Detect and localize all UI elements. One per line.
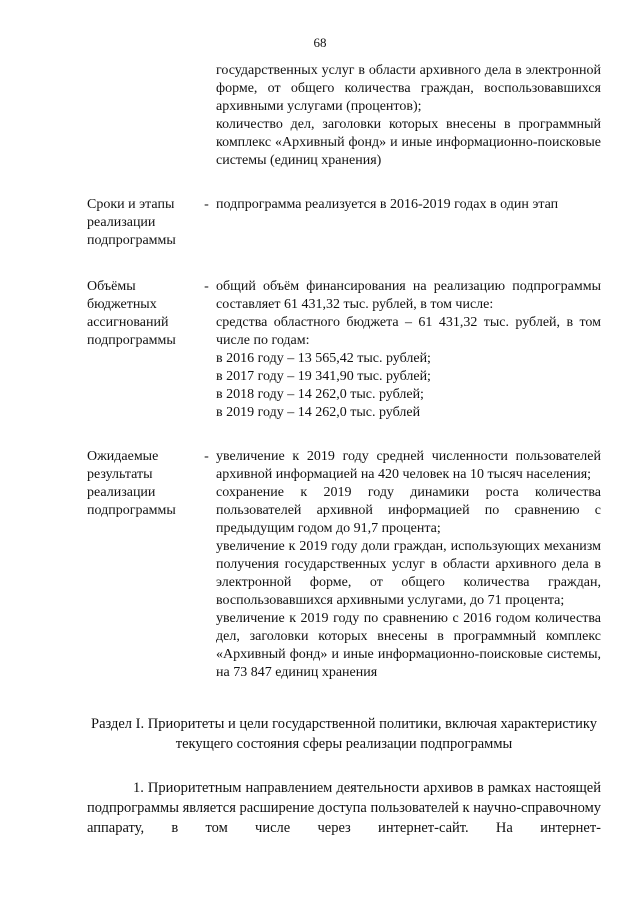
- value-line: в 2016 году – 13 565,42 тыс. рублей;: [216, 351, 431, 366]
- row-value: [216, 278, 601, 422]
- body-paragraph: 1. Приоритетным направлением деятельности архивов в рамках настоящей подпрограммы является расширение доступа пользователей к научно-справочному аппарату, в том числе через интернет-сайт. На интернет-: [87, 780, 602, 836]
- row-value: [216, 196, 601, 214]
- passport-row-budget: [87, 278, 601, 422]
- passport-row-terms: [87, 196, 601, 250]
- value-line: увеличение к 2019 году по сравнению с 2016 годом количества дел, заголовки которых внесены в программный комплекс «Архивный фонд» и иные информационно-поисковые системы, на 73 847 единиц хранения: [216, 611, 601, 680]
- value-line: увеличение к 2019 году средней численности пользователей архивной информацией на 420 человек на 10 тысяч населения;: [216, 449, 601, 482]
- document-body: [87, 62, 601, 853]
- value-line: подпрограмма реализуется в 2016-2019 годах в один этап: [216, 197, 559, 212]
- row-dash: -: [204, 197, 209, 212]
- row-label: Ожидаемые результаты реализации подпрограммы: [87, 449, 176, 518]
- value-line: увеличение к 2019 году доли граждан, использующих механизм получения государственных услуг в области архивного дела в электронной форме, от общего количества граждан, воспользовавшихся архивными услугами, до 71 процента;: [216, 539, 601, 608]
- value-line: сохранение к 2019 году динамики роста количества пользователей архивной информацией по сравнению с предыдущим годом до 91,7 процента;: [216, 485, 601, 536]
- value-line: в 2017 году – 19 341,90 тыс. рублей;: [216, 369, 431, 384]
- value-line: средства областного бюджета – 61 431,32 тыс. рублей, в том числе по годам:: [216, 315, 601, 348]
- passport-continuation: [216, 62, 601, 170]
- row-dash: -: [204, 279, 209, 294]
- row-label: Объёмы бюджетных ассигнований подпрограммы: [87, 279, 176, 348]
- section-title: Раздел I. Приоритеты и цели государственной политики, включая характеристику текущего состояния сферы реализации подпрограммы: [91, 716, 597, 752]
- continuation-line: количество дел, заголовки которых внесены в программный комплекс «Архивный фонд» и иные информационно-поисковые системы (единиц хранения): [216, 117, 601, 168]
- value-line: в 2019 году – 14 262,0 тыс. рублей: [216, 405, 421, 420]
- page-number: 68: [313, 35, 327, 50]
- row-label: Сроки и этапы реализации подпрограммы: [87, 197, 176, 248]
- value-line: в 2018 году – 14 262,0 тыс. рублей;: [216, 387, 424, 402]
- value-line: общий объём финансирования на реализацию подпрограммы составляет 61 431,32 тыс. рублей, в том числе:: [216, 279, 601, 312]
- continuation-line: государственных услуг в области архивного дела в электронной форме, от общего количества граждан, воспользовавшихся архивными услугами (процентов);: [216, 63, 601, 114]
- row-dash: -: [204, 449, 209, 464]
- passport-row-results: [87, 448, 601, 682]
- row-value: [216, 448, 601, 682]
